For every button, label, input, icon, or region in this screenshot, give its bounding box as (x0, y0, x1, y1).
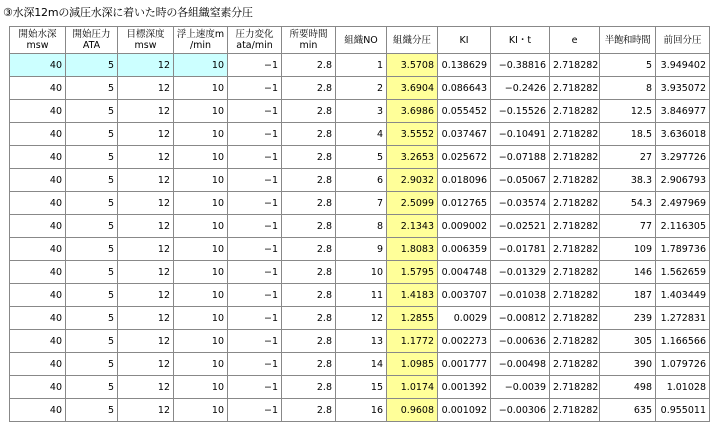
table-cell[interactable]: 10 (174, 284, 228, 307)
header-cell[interactable]: 開始圧力 ATA (66, 27, 118, 54)
table-cell[interactable]: −0.10491 (491, 123, 550, 146)
table-cell[interactable]: 12 (118, 307, 174, 330)
table-cell[interactable]: 5 (66, 330, 118, 353)
table-cell[interactable]: 0.001092 (438, 399, 491, 422)
table-cell[interactable]: 2.8 (282, 376, 336, 399)
table-cell[interactable]: 13 (336, 330, 387, 353)
table-cell[interactable]: 1.272831 (656, 307, 710, 330)
table-row (10, 353, 710, 376)
table-cell[interactable]: 12 (118, 261, 174, 284)
table-cell[interactable]: 5 (66, 123, 118, 146)
sheet-title: ③水深12mの減圧水深に着いた時の各組織窒素分圧 (3, 6, 253, 19)
table-row (10, 238, 710, 261)
table-cell[interactable]: 1.166566 (656, 330, 710, 353)
table-cell[interactable]: 1.5795 (387, 261, 438, 284)
table-cell[interactable]: 5 (66, 215, 118, 238)
table-cell[interactable]: 10 (174, 261, 228, 284)
header-cell[interactable]: 組織NO (336, 27, 387, 54)
table-cell[interactable]: 0.055452 (438, 100, 491, 123)
table-cell[interactable]: 40 (10, 376, 66, 399)
table-cell[interactable]: 2.8 (282, 399, 336, 422)
table-cell[interactable]: 77 (600, 215, 656, 238)
table-cell[interactable]: 3.949402 (656, 54, 710, 77)
table-cell[interactable]: 38.3 (600, 169, 656, 192)
table-row (10, 169, 710, 192)
table-cell[interactable]: 3.846977 (656, 100, 710, 123)
table-cell[interactable]: 12 (118, 192, 174, 215)
table-cell[interactable]: −1 (228, 169, 282, 192)
table-cell[interactable]: −1 (228, 307, 282, 330)
table-cell[interactable]: 2.8 (282, 169, 336, 192)
table-cell[interactable]: 0.004748 (438, 261, 491, 284)
table-cell[interactable]: 12 (118, 376, 174, 399)
table-row (10, 123, 710, 146)
table-cell[interactable]: 0.001777 (438, 353, 491, 376)
table-cell[interactable]: 635 (600, 399, 656, 422)
table-cell[interactable]: 2.718282 (550, 123, 600, 146)
table-cell[interactable]: 2.718282 (550, 261, 600, 284)
table-cell[interactable]: 0.9608 (387, 399, 438, 422)
table-row (10, 376, 710, 399)
table-cell[interactable]: 305 (600, 330, 656, 353)
table-cell[interactable]: 14 (336, 353, 387, 376)
table-cell[interactable]: 5 (66, 100, 118, 123)
table-cell[interactable]: 2.718282 (550, 307, 600, 330)
header-cell[interactable]: 前回分圧 (656, 27, 710, 54)
header-row (10, 27, 710, 54)
table-cell[interactable]: −1 (228, 376, 282, 399)
table-cell[interactable]: −0.00636 (491, 330, 550, 353)
table-cell[interactable]: −0.05067 (491, 169, 550, 192)
table-cell[interactable]: −0.01038 (491, 284, 550, 307)
table-cell[interactable]: 0.037467 (438, 123, 491, 146)
table-cell[interactable]: 9 (336, 238, 387, 261)
table-cell[interactable]: −0.00306 (491, 399, 550, 422)
table-cell[interactable]: 2.718282 (550, 54, 600, 77)
table-cell[interactable]: 10 (174, 353, 228, 376)
table-cell[interactable]: 2.8 (282, 100, 336, 123)
header-cell[interactable]: 所要時間 min (282, 27, 336, 54)
table-cell[interactable]: 5 (600, 54, 656, 77)
table-cell[interactable]: 27 (600, 146, 656, 169)
table-cell[interactable]: 12 (118, 123, 174, 146)
table-cell[interactable]: 1.4183 (387, 284, 438, 307)
table-cell[interactable]: 2.8 (282, 77, 336, 100)
table-cell[interactable]: 2.718282 (550, 353, 600, 376)
table-cell[interactable]: 109 (600, 238, 656, 261)
table-cell[interactable]: 1.562659 (656, 261, 710, 284)
header-cell[interactable]: 浮上速度m /min (174, 27, 228, 54)
table-cell[interactable]: 2.8 (282, 353, 336, 376)
table-cell[interactable]: 0.0029 (438, 307, 491, 330)
table-row (10, 146, 710, 169)
table-cell[interactable]: 12 (118, 215, 174, 238)
header-cell[interactable]: e (550, 27, 600, 54)
table-cell[interactable]: 2.8 (282, 307, 336, 330)
table-cell[interactable]: 12 (118, 54, 174, 77)
table-cell[interactable]: 12.5 (600, 100, 656, 123)
table-cell[interactable]: −1 (228, 238, 282, 261)
table-cell[interactable]: 1.8083 (387, 238, 438, 261)
table-row (10, 77, 710, 100)
header-cell[interactable]: KI (438, 27, 491, 54)
header-cell[interactable]: 目標深度 msw (118, 27, 174, 54)
table-cell[interactable]: 5 (66, 77, 118, 100)
header-cell[interactable]: 組織分圧 (387, 27, 438, 54)
table-cell[interactable]: 2.718282 (550, 215, 600, 238)
table-cell[interactable]: 10 (174, 238, 228, 261)
table-cell[interactable]: 2.116305 (656, 215, 710, 238)
table-cell[interactable]: −0.0039 (491, 376, 550, 399)
table-cell[interactable]: 11 (336, 284, 387, 307)
table-cell[interactable]: 10 (174, 123, 228, 146)
table-body (10, 54, 710, 422)
table-cell[interactable]: 2.718282 (550, 100, 600, 123)
table-cell[interactable]: 40 (10, 100, 66, 123)
table-cell[interactable]: 10 (174, 376, 228, 399)
table-cell[interactable]: 2.1343 (387, 215, 438, 238)
table-cell[interactable]: 3.5708 (387, 54, 438, 77)
table-cell[interactable]: 8 (600, 77, 656, 100)
table-cell[interactable]: −0.00498 (491, 353, 550, 376)
table-cell[interactable]: 10 (336, 261, 387, 284)
data-table (9, 26, 710, 422)
table-cell[interactable]: 12 (118, 284, 174, 307)
table-cell[interactable]: 1.01028 (656, 376, 710, 399)
table-cell[interactable]: 2.718282 (550, 77, 600, 100)
table-cell[interactable]: 2.8 (282, 192, 336, 215)
table-cell[interactable]: 10 (174, 169, 228, 192)
table-cell[interactable]: 0.001392 (438, 376, 491, 399)
table-cell[interactable]: 2.906793 (656, 169, 710, 192)
table-cell[interactable]: −1 (228, 192, 282, 215)
table-cell[interactable]: 2.8 (282, 54, 336, 77)
table-row (10, 307, 710, 330)
table-cell[interactable]: 40 (10, 215, 66, 238)
table-cell[interactable]: 40 (10, 330, 66, 353)
table-cell[interactable]: 5 (336, 146, 387, 169)
table-cell[interactable]: 2.8 (282, 330, 336, 353)
table-cell[interactable]: −1 (228, 399, 282, 422)
header-cell[interactable]: 圧力変化 ata/min (228, 27, 282, 54)
table-row (10, 100, 710, 123)
table-cell[interactable]: −0.01329 (491, 261, 550, 284)
table-cell[interactable]: 146 (600, 261, 656, 284)
table-cell[interactable]: 0.009002 (438, 215, 491, 238)
table-cell[interactable]: 5 (66, 376, 118, 399)
table-cell[interactable]: 390 (600, 353, 656, 376)
table-cell[interactable]: 2.8 (282, 215, 336, 238)
table-cell[interactable]: 498 (600, 376, 656, 399)
table-cell[interactable]: 10 (174, 399, 228, 422)
table-cell[interactable]: 0.006359 (438, 238, 491, 261)
table-cell[interactable]: −0.15526 (491, 100, 550, 123)
table-cell[interactable]: 54.3 (600, 192, 656, 215)
table-cell[interactable]: 40 (10, 77, 66, 100)
table-cell[interactable]: 2.718282 (550, 192, 600, 215)
table-cell[interactable]: −1 (228, 100, 282, 123)
table-cell[interactable]: 7 (336, 192, 387, 215)
table-cell[interactable]: 10 (174, 54, 228, 77)
table-row (10, 215, 710, 238)
table-cell[interactable]: 10 (174, 100, 228, 123)
table-cell[interactable]: 10 (174, 330, 228, 353)
table-cell[interactable]: 0.086643 (438, 77, 491, 100)
table-cell[interactable]: 3 (336, 100, 387, 123)
table-cell[interactable]: −0.38816 (491, 54, 550, 77)
table-cell[interactable]: 2.718282 (550, 284, 600, 307)
table-cell[interactable]: 1.2855 (387, 307, 438, 330)
table-cell[interactable]: 3.5552 (387, 123, 438, 146)
table-cell[interactable]: 12 (118, 330, 174, 353)
table-cell[interactable]: 0.955011 (656, 399, 710, 422)
table-cell[interactable]: 0.003707 (438, 284, 491, 307)
table-cell[interactable]: 2.718282 (550, 146, 600, 169)
table-cell[interactable]: −0.07188 (491, 146, 550, 169)
table-cell[interactable]: 40 (10, 238, 66, 261)
table-cell[interactable]: 5 (66, 399, 118, 422)
table-cell[interactable]: −1 (228, 261, 282, 284)
table-cell[interactable]: 40 (10, 284, 66, 307)
table-cell[interactable]: 1.403449 (656, 284, 710, 307)
table-cell[interactable]: 2.718282 (550, 399, 600, 422)
table-cell[interactable]: 40 (10, 399, 66, 422)
table-cell[interactable]: 0.012765 (438, 192, 491, 215)
table-cell[interactable]: 2.718282 (550, 376, 600, 399)
table-row (10, 399, 710, 422)
table-cell[interactable]: 10 (174, 215, 228, 238)
header-cell[interactable]: 半飽和時間 (600, 27, 656, 54)
table-row (10, 284, 710, 307)
table-cell[interactable]: 5 (66, 284, 118, 307)
table-cell[interactable]: −0.01781 (491, 238, 550, 261)
table-row (10, 54, 710, 77)
table-cell[interactable]: −1 (228, 77, 282, 100)
table-cell[interactable]: 12 (118, 77, 174, 100)
table-cell[interactable]: 5 (66, 238, 118, 261)
table-cell[interactable]: 10 (174, 307, 228, 330)
table-cell[interactable]: 5 (66, 192, 118, 215)
table-cell[interactable]: 3.636018 (656, 123, 710, 146)
table-cell[interactable]: 2.497969 (656, 192, 710, 215)
table-cell[interactable]: 12 (118, 238, 174, 261)
table-cell[interactable]: 2.718282 (550, 238, 600, 261)
table-cell[interactable]: 10 (174, 146, 228, 169)
table-cell[interactable]: 40 (10, 353, 66, 376)
table-cell[interactable]: 40 (10, 54, 66, 77)
table-cell[interactable]: 2.8 (282, 123, 336, 146)
table-row (10, 261, 710, 284)
table-cell[interactable]: 12 (118, 146, 174, 169)
table-cell[interactable]: 3.6986 (387, 100, 438, 123)
table-cell[interactable]: 12 (336, 307, 387, 330)
table-cell[interactable]: 2 (336, 77, 387, 100)
table-cell[interactable]: −1 (228, 284, 282, 307)
table-cell[interactable]: 40 (10, 261, 66, 284)
table-cell[interactable]: 2.8 (282, 284, 336, 307)
table-cell[interactable]: 12 (118, 353, 174, 376)
table-cell[interactable]: 40 (10, 192, 66, 215)
table-cell[interactable]: 18.5 (600, 123, 656, 146)
table-cell[interactable]: 1.0985 (387, 353, 438, 376)
table-cell[interactable]: −1 (228, 330, 282, 353)
table-cell[interactable]: 12 (118, 399, 174, 422)
table-cell[interactable]: 187 (600, 284, 656, 307)
table-cell[interactable]: 1.1772 (387, 330, 438, 353)
table-cell[interactable]: 10 (174, 77, 228, 100)
table-cell[interactable]: −0.2426 (491, 77, 550, 100)
table-cell[interactable]: 40 (10, 123, 66, 146)
table-cell[interactable]: 1.789736 (656, 238, 710, 261)
table-cell[interactable]: 239 (600, 307, 656, 330)
table-cell[interactable]: −1 (228, 123, 282, 146)
table-cell[interactable]: 1.079726 (656, 353, 710, 376)
table-cell[interactable]: 1 (336, 54, 387, 77)
table-cell[interactable]: −1 (228, 353, 282, 376)
table-cell[interactable]: 2.8 (282, 146, 336, 169)
table-cell[interactable]: 1.0174 (387, 376, 438, 399)
table-cell[interactable]: 2.718282 (550, 330, 600, 353)
table-cell[interactable]: 40 (10, 169, 66, 192)
table-cell[interactable]: 8 (336, 215, 387, 238)
table-cell[interactable]: 16 (336, 399, 387, 422)
table-cell[interactable]: 5 (66, 54, 118, 77)
table-cell[interactable]: 2.8 (282, 261, 336, 284)
table-cell[interactable]: 12 (118, 100, 174, 123)
table-cell[interactable]: −1 (228, 215, 282, 238)
table-cell[interactable]: 3.2653 (387, 146, 438, 169)
table-cell[interactable]: 40 (10, 307, 66, 330)
table-cell[interactable]: 3.6904 (387, 77, 438, 100)
header-cell[interactable]: 開始水深 msw (10, 27, 66, 54)
table-cell[interactable]: 6 (336, 169, 387, 192)
table-cell[interactable]: 5 (66, 353, 118, 376)
table-cell[interactable]: 2.9032 (387, 169, 438, 192)
table-cell[interactable]: 3.935072 (656, 77, 710, 100)
table-cell[interactable]: 3.297726 (656, 146, 710, 169)
table-cell[interactable]: 5 (66, 146, 118, 169)
table-cell[interactable]: 4 (336, 123, 387, 146)
table-cell[interactable]: 5 (66, 307, 118, 330)
table-cell[interactable]: 5 (66, 261, 118, 284)
table-cell[interactable]: −0.03574 (491, 192, 550, 215)
table-cell[interactable]: −1 (228, 146, 282, 169)
table-cell[interactable]: 0.025672 (438, 146, 491, 169)
table-cell[interactable]: 12 (118, 169, 174, 192)
table-cell[interactable]: 40 (10, 146, 66, 169)
table-cell[interactable]: 10 (174, 192, 228, 215)
table-cell[interactable]: 0.138629 (438, 54, 491, 77)
table-cell[interactable]: 0.018096 (438, 169, 491, 192)
table-cell[interactable]: 2.8 (282, 238, 336, 261)
table-cell[interactable]: 2.718282 (550, 169, 600, 192)
table-cell[interactable]: −1 (228, 54, 282, 77)
table-cell[interactable]: 15 (336, 376, 387, 399)
table-cell[interactable]: 5 (66, 169, 118, 192)
table-cell[interactable]: −0.02521 (491, 215, 550, 238)
table-cell[interactable]: 0.002273 (438, 330, 491, 353)
table-cell[interactable]: −0.00812 (491, 307, 550, 330)
table-cell[interactable]: 2.5099 (387, 192, 438, 215)
header-cell[interactable]: KI・t (491, 27, 550, 54)
table-row (10, 192, 710, 215)
table-row (10, 330, 710, 353)
